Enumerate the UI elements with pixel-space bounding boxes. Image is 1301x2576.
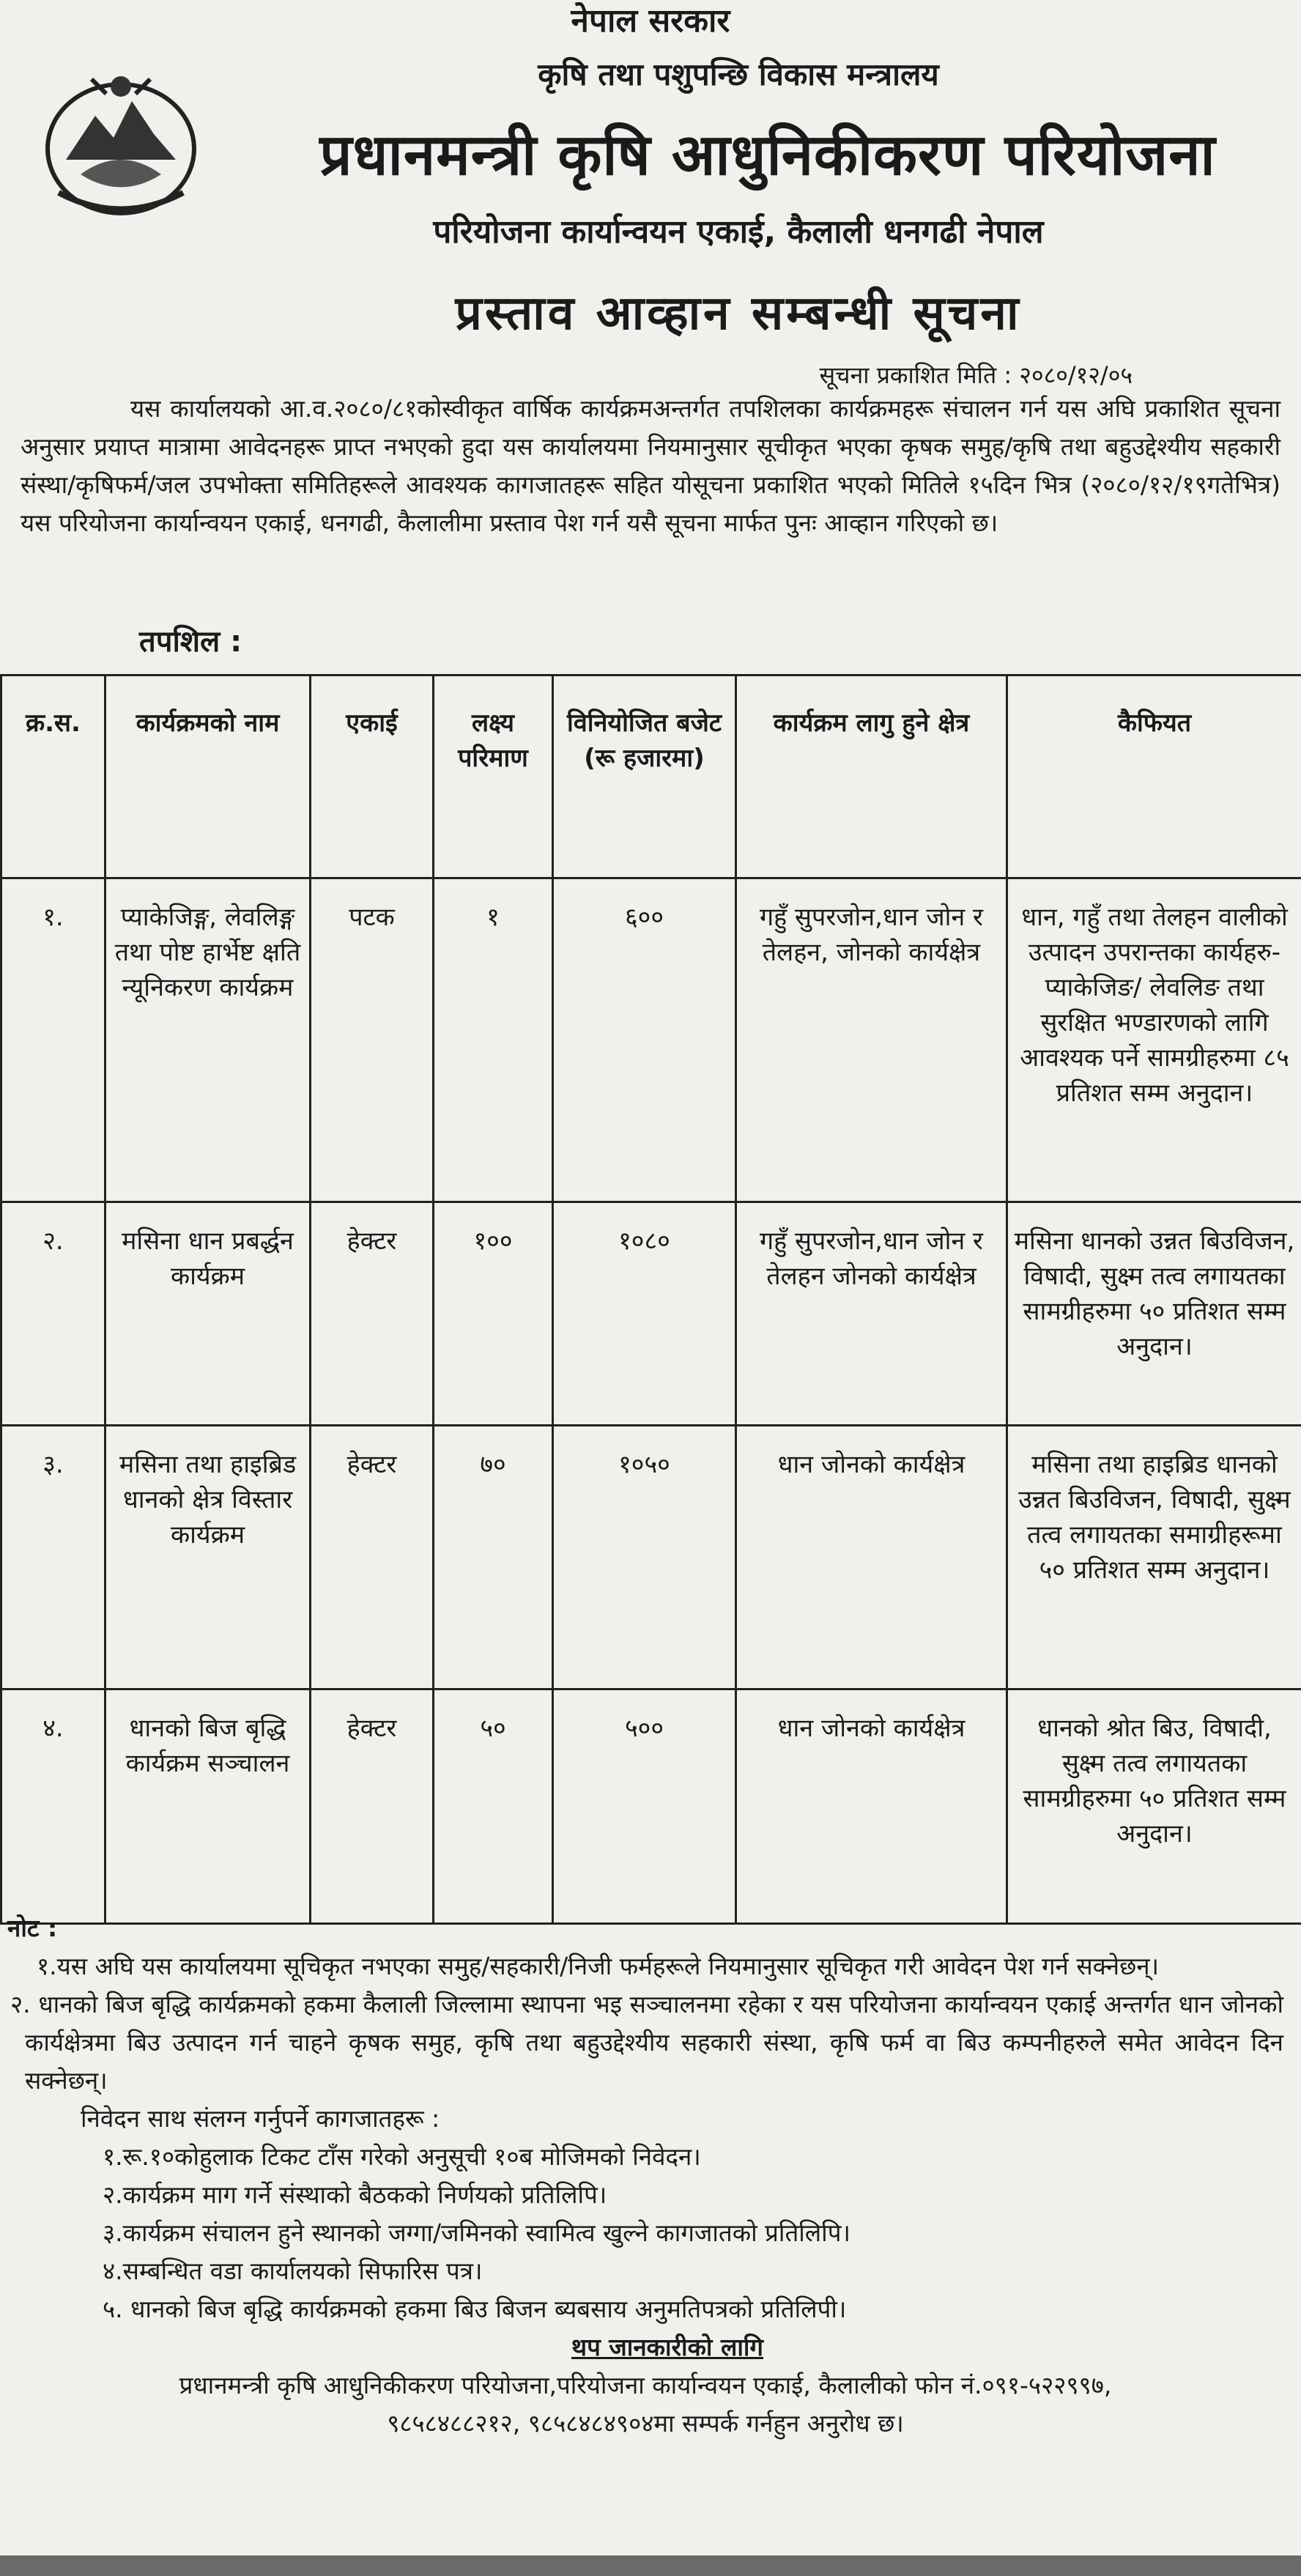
header-area: कार्यक्रम लागु हुने क्षेत्र bbox=[736, 676, 1007, 878]
header-remarks: कैफियत bbox=[1007, 676, 1301, 878]
cell-unit: हेक्टर bbox=[311, 1426, 434, 1689]
cell-unit: हेक्टर bbox=[311, 1689, 434, 1924]
cell-remarks: धानको श्रोत बिउ, विषादी, सुक्ष्म तत्व लगायतका सामग्रीहरुमा ५० प्रतिशत सम्म अनुदान। bbox=[1007, 1689, 1301, 1924]
cell-area: गहुँ सुपरजोन,धान जोन र तेलहन जोनको कार्यक्षेत्र bbox=[736, 1202, 1007, 1426]
cell-target: १०० bbox=[434, 1202, 553, 1426]
cell-area: धान जोनको कार्यक्षेत्र bbox=[736, 1426, 1007, 1689]
document-item: ३.कार्यक्रम संचालन हुने स्थानको जग्गा/जमिनको स्वामित्व खुल्ने कागजातको प्रतिलिपि। bbox=[103, 2218, 850, 2247]
documents-title: निवेदन साथ संलग्न गर्नुपर्ने कागजातहरू : bbox=[81, 2104, 440, 2133]
cell-program-name: मसिना तथा हाइब्रिड धानको क्षेत्र विस्तार कार्यक्रम bbox=[105, 1426, 311, 1689]
cell-program-name: धानको बिज बृद्धि कार्यक्रम सञ्चालन bbox=[105, 1689, 311, 1924]
header-target: लक्ष्य परिमाण bbox=[434, 676, 553, 878]
notes-title: नोट : bbox=[7, 1914, 58, 1942]
cell-program-name: मसिना धान प्रबर्द्धन कार्यक्रम bbox=[105, 1202, 311, 1426]
cell-target: ५० bbox=[434, 1689, 553, 1924]
intro-paragraph: यस कार्यालयको आ.व.२०८०/८१कोस्वीकृत वार्षिक कार्यक्रमअन्तर्गत तपशिलका कार्यक्रमहरू संचालन गर्न यस अघि प्रकाशित सूचना अनुसार प्रयाप्त मात्रामा आवेदनहरू प्राप्त नभएको हुदा यस कार्यालयमा नियमानुसार सूचीकृत भएका कृषक समुह/कृषि तथा बहुउद्देश्यीय सहकारी संस्था/कृषिफर्म/जल उपभोक्ता समितिहरूले आवश्यक कागजातहरू सहित योसूचना प्रकाशित भएको मितिले १५दिन भित्र (२०८०/१२/१९गतेभित्र) यस परियोजना कार्यान्वयन एकाई, धनगढी, कैलालीमा प्रस्ताव पेश गर्न यसै सूचना मार्फत पुनः आव्हान गरिएको छ। bbox=[21, 394, 1280, 537]
cell-budget: ६०० bbox=[553, 878, 736, 1202]
document-item: २.कार्यक्रम माग गर्ने संस्थाको बैठकको निर्णयको प्रतिलिपि। bbox=[103, 2180, 607, 2209]
cell-sn: २. bbox=[1, 1202, 105, 1426]
cell-budget: १०८० bbox=[553, 1202, 736, 1426]
government-name: नेपाल सरकार bbox=[571, 2, 730, 40]
more-info-heading: थप जानकारीको लागि bbox=[571, 2333, 764, 2361]
notes-section bbox=[7, 1909, 1283, 2443]
contact-line: प्रधानमन्त्री कृषि आधुनिकीकरण परियोजना,परियोजना कार्यान्वयन एकाई, कैलालीको फोन नं.०९१-५२२९९७, bbox=[179, 2371, 1112, 2399]
header-program-name: कार्यक्रमको नाम bbox=[105, 676, 311, 878]
cell-sn: ३. bbox=[1, 1426, 105, 1689]
cell-target: ७० bbox=[434, 1426, 553, 1689]
cell-remarks: मसिना धानको उन्नत बिउविजन, विषादी, सुक्ष्म तत्व लगायतका सामग्रीहरुमा ५० प्रतिशत सम्म अनुदान। bbox=[1007, 1202, 1301, 1426]
table-row bbox=[1, 878, 1301, 1202]
cell-sn: ४. bbox=[1, 1689, 105, 1924]
cell-budget: ५०० bbox=[553, 1689, 736, 1924]
table-row bbox=[1, 1689, 1301, 1924]
cell-program-name: प्याकेजिङ्ग, लेवलिङ्ग तथा पोष्ट हार्भेष्ट क्षति न्यूनिकरण कार्यक्रम bbox=[105, 878, 311, 1202]
ministry-name: कृषि तथा पशुपन्छि विकास मन्त्रालय bbox=[538, 56, 939, 92]
note-item: १.यस अघि यस कार्यालयमा सूचिकृत नभएका समुह/सहकारी/निजी फर्महरूले नियमानुसार सूचिकृत गरी आवेदन पेश गर्न सक्नेछन्। bbox=[37, 1952, 1160, 1980]
project-name: प्रधानमन्त्री कृषि आधुनिकीकरण परियोजना bbox=[319, 122, 1216, 188]
cell-sn: १. bbox=[1, 878, 105, 1202]
document-item: ५. धानको बिज बृद्धि कार्यक्रमको हकमा बिउ बिजन ब्यबसाय अनुमतिपत्रको प्रतिलिपी। bbox=[103, 2295, 847, 2323]
cell-area: धान जोनको कार्यक्षेत्र bbox=[736, 1689, 1007, 1924]
cell-unit: हेक्टर bbox=[311, 1202, 434, 1426]
program-table bbox=[0, 674, 1301, 1925]
document-item: १.रू.१०कोहुलाक टिकट टाँस गरेको अनुसूची १०ब मोजिमको निवेदन। bbox=[103, 2142, 701, 2171]
note-item: २. धानको बिज बृद्धि कार्यक्रमको हकमा कैलाली जिल्लामा स्थापना भइ सञ्चालनमा रहेका र यस परियोजना कार्यान्वयन एकाई अन्तर्गत धान जोनको कार्यक्षेत्रमा बिउ उत्पादन गर्न चाहने कृषक समुह, कृषि तथा बहुउद्देश्यीय सहकारी संस्था, कृषि फर्म वा बिउ कम्पनीहरुले समेत आवेदन दिन सक्नेछन्। bbox=[10, 1990, 1283, 2095]
implementation-unit: परियोजना कार्यान्वयन एकाई, कैलाली धनगढी नेपाल bbox=[433, 213, 1044, 251]
header-unit: एकाई bbox=[311, 676, 434, 878]
schedule-label: तपशिल : bbox=[139, 625, 242, 659]
cell-area: गहुँ सुपरजोन,धान जोन र तेलहन, जोनको कार्यक्षेत्र bbox=[736, 878, 1007, 1202]
cell-remarks: धान, गहुँ तथा तेलहन वालीको उत्पादन उपरान्तका कार्यहरु- प्याकेजिङ/ लेवलिङ तथा सुरक्षित भण्डारणको लागि आवश्यक पर्ने सामग्रीहरुमा ८५ प्रतिशत सम्म अनुदान। bbox=[1007, 878, 1301, 1202]
cell-target: १ bbox=[434, 878, 553, 1202]
table-header-row bbox=[1, 676, 1301, 878]
cell-remarks: मसिना तथा हाइब्रिड धानको उन्नत बिउविजन, विषादी, सुक्ष्म तत्व लगायतका समाग्रीहरूमा ५० प्रतिशत सम्म अनुदान। bbox=[1007, 1426, 1301, 1689]
published-date: सूचना प्रकाशित मिति : २०८०/१२/०५ bbox=[819, 361, 1133, 389]
cell-unit: पटक bbox=[311, 878, 434, 1202]
header-budget: विनियोजित बजेट (रू हजारमा) bbox=[553, 676, 736, 878]
cell-budget: १०५० bbox=[553, 1426, 736, 1689]
notice-title: प्रस्ताव आव्हान सम्बन्धी सूचना bbox=[455, 286, 1022, 341]
header-sn: क्र.स. bbox=[1, 676, 105, 878]
contact-line: ९८५८४८८२१२, ९८५८४८४९०४मा सम्पर्क गर्नहुन अनुरोध छ। bbox=[387, 2409, 904, 2438]
bottom-edge bbox=[0, 2555, 1301, 2576]
table-row bbox=[1, 1426, 1301, 1689]
document-item: ४.सम्बन्धित वडा कार्यालयको सिफारिस पत्र। bbox=[103, 2257, 483, 2285]
table-row bbox=[1, 1202, 1301, 1426]
